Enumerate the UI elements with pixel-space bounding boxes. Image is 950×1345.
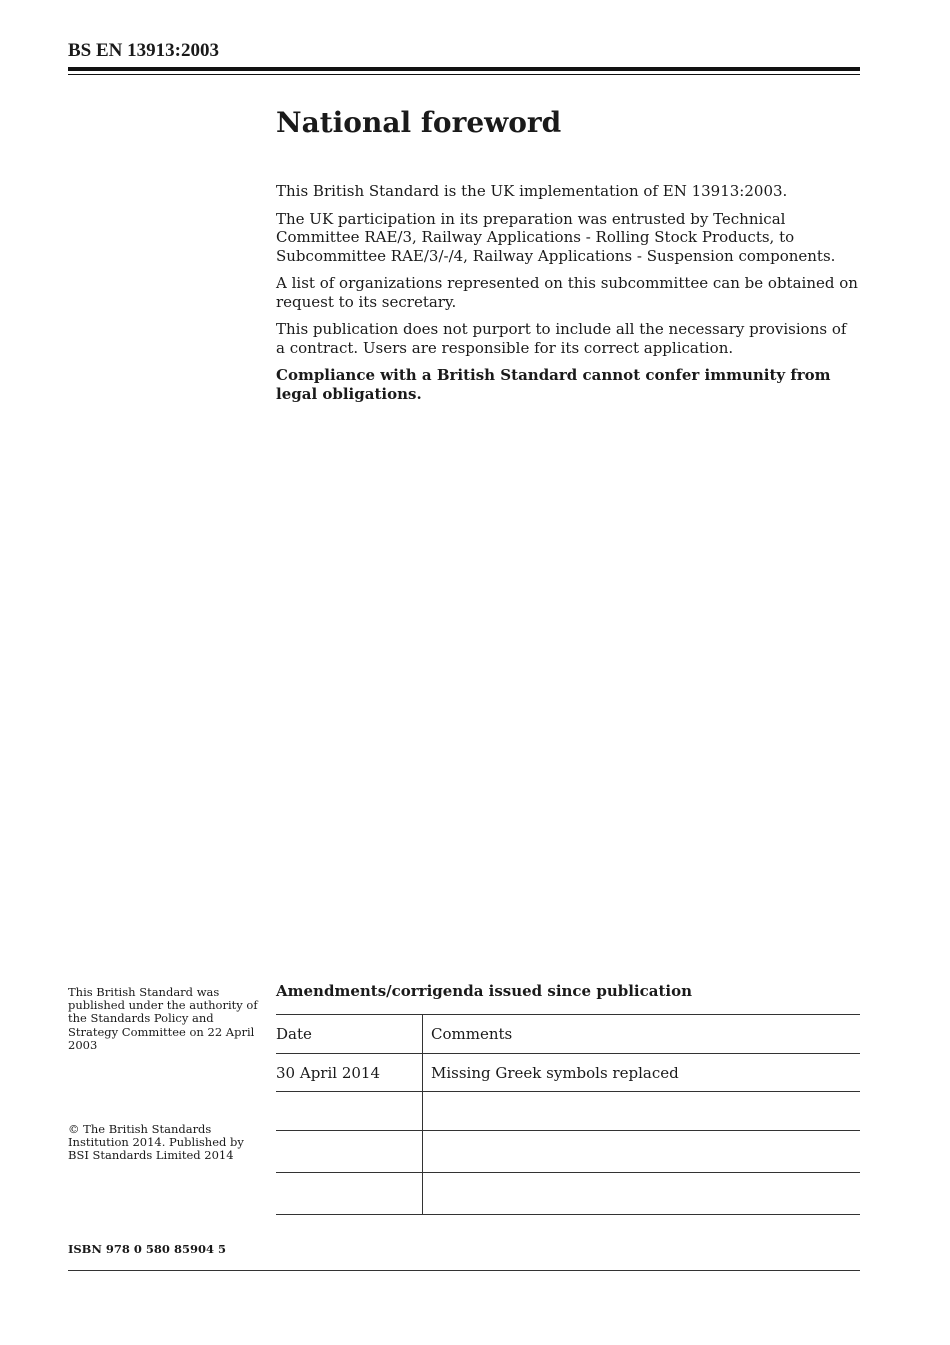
standard-code-header: BS EN 13913:2003 <box>68 40 219 61</box>
paragraph-implementation: This British Standard is the UK implementation of EN 13913:2003. <box>276 182 788 200</box>
table-row <box>276 1131 860 1173</box>
footer-rule <box>68 1270 860 1271</box>
comments-cell: Missing Greek symbols replaced <box>423 1054 861 1092</box>
table-header-row <box>276 1015 860 1054</box>
authority-note: This British Standard was published under the authority of the Standards Policy and Strategy Committee on 22 April 2003 <box>68 985 258 1052</box>
amendments-table <box>276 1014 860 1215</box>
date-cell: 30 April 2014 <box>276 1054 423 1092</box>
paragraph-organizations: A list of organizations represented on this subcommittee can be obtained on request to its secretary. <box>276 274 858 311</box>
foreword-body <box>276 182 860 412</box>
copyright-note: © The British Standards Institution 2014. Published by BSI Standards Limited 2014 <box>68 1122 244 1163</box>
date-cell <box>276 1131 423 1173</box>
paragraph-provisions: This publication does not purport to include all the necessary provisions of a contract. Users are responsible for its correct application. <box>276 320 847 357</box>
date-cell <box>276 1092 423 1131</box>
page-title: National foreword <box>276 106 562 139</box>
header-rule-thin <box>68 74 860 75</box>
column-header-comments: Comments <box>423 1015 861 1054</box>
date-cell <box>276 1173 423 1215</box>
column-header-date: Date <box>276 1015 423 1054</box>
comments-cell <box>423 1131 861 1173</box>
header-rule-thick <box>68 67 860 71</box>
isbn: ISBN 978 0 580 85904 5 <box>68 1242 226 1256</box>
paragraph-compliance: Compliance with a British Standard cannot confer immunity from legal obligations. <box>276 366 831 403</box>
comments-cell <box>423 1092 861 1131</box>
table-row <box>276 1173 860 1215</box>
paragraph-participation: The UK participation in its preparation was entrusted by Technical Committee RAE/3, Railway Applications - Rolling Stock Products, to Subcommittee RAE/3/-/4, Railway Applications - Suspension components. <box>276 209 836 265</box>
table-row <box>276 1054 860 1092</box>
amendments-title: Amendments/corrigenda issued since publication <box>276 982 692 1000</box>
comments-cell <box>423 1173 861 1215</box>
table-row <box>276 1092 860 1131</box>
